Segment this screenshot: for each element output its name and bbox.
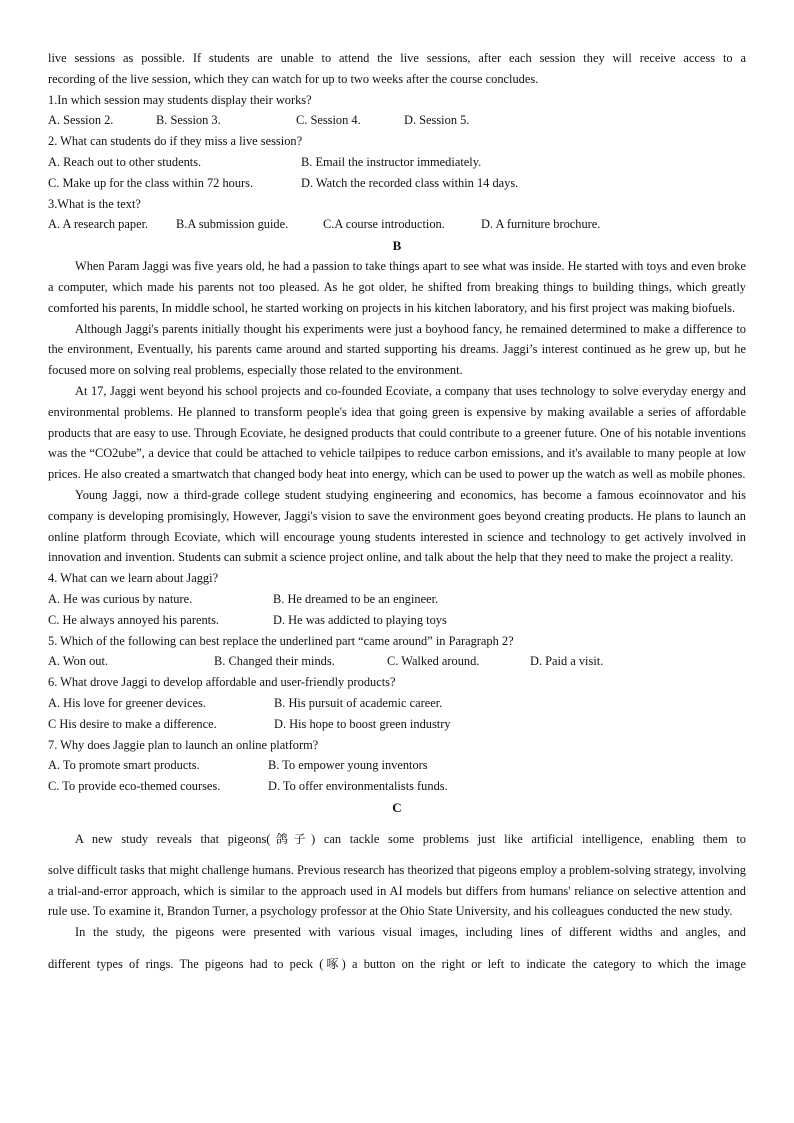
q5-option-b: B. Changed their minds.	[214, 654, 335, 669]
q6-option-c: C His desire to make a difference.	[48, 716, 217, 731]
exam-page	[48, 48, 746, 985]
section-c-p2-line1: In the study, the pigeons were presented with various visual images, including lines of different widths and angles, and	[75, 925, 746, 940]
q2-option-d: D. Watch the recorded class within 14 days.	[301, 175, 519, 190]
section-b-heading: B	[392, 238, 402, 254]
chinese-gloss-peck: 啄	[323, 957, 342, 972]
section-b-paragraph-3: At 17, Jaggi went beyond his school projects and co-founded Ecoviate, a company that uses technology to solve everyday energy and environmental problems. He planned to transform people's idea that going green is expensive by making available a series of affordable products that are easy to use. Through Ecoviate, he designed products that could contribute to a greener future. One of his notable inventions was the “CO2ube”, a device that could be attached to vehicle tailpipes to reduce carbon emissions, and it's available to many people at low prices. He also created a smartwatch that changed body heat into energy, which can be used to power up the watch as well as mobile phones.	[48, 383, 746, 482]
question-5: 5. Which of the following can best replace the underlined part “came around” in Paragraph 2?	[48, 633, 514, 648]
question-6: 6. What drove Jaggi to develop affordable and user-friendly products?	[48, 675, 396, 690]
question-2: 2. What can students do if they miss a live session?	[48, 134, 303, 149]
q4-option-b: B. He dreamed to be an engineer.	[273, 591, 439, 606]
question-5-options	[48, 651, 746, 672]
q1-option-b: B. Session 3.	[156, 113, 221, 128]
section-c-p2-line2	[48, 943, 746, 985]
question-4: 4. What can we learn about Jaggi?	[48, 571, 219, 586]
q4-option-c: C. He always annoyed his parents.	[48, 612, 220, 627]
q1-option-a: A. Session 2.	[48, 113, 114, 128]
question-4-options-row2	[48, 610, 746, 631]
q2-option-a: A. Reach out to other students.	[48, 154, 202, 169]
question-7-options-row1	[48, 755, 746, 776]
q3-option-c: C.A course introduction.	[323, 217, 445, 232]
question-6-options-row1	[48, 693, 746, 714]
section-b-paragraph-2: Although Jaggi's parents initially thought his experiments were just a boyhood fancy, he remained determined to make a difference to the environment, Eventually, his parents came around and started supporting his dreams. Jaggi’s interest continued as he grew up, but he focused more on solving real problems, especially those related to the environment.	[48, 321, 746, 378]
question-1-options	[48, 110, 746, 131]
intro-line-1: live sessions as possible. If students are unable to attend the live sessions, after each session they will receive access to a	[48, 51, 746, 65]
section-b-paragraph-1: When Param Jaggi was five years old, he had a passion to take things apart to see what was inside. He started with toys and even broke a computer, which made his parents not too pleased. As he got older, he shifted from breaking things to building things, which greatly comforted his parents, In middle school, he started working on projects in his kitchen laboratory, and his first project was making biofuels.	[48, 259, 746, 315]
section-c-p2-text-b: ) a button on the right or left to indicate the category to which the image	[341, 957, 746, 972]
q6-option-d: D. His hope to boost green industry	[274, 716, 451, 731]
section-c-heading: C	[392, 799, 402, 815]
q1-option-c: C. Session 4.	[296, 113, 361, 128]
section-c-p1-line1	[48, 818, 746, 860]
section-c-p1-text-b: ) can tackle some problems just like artificial intelligence, enabling them to	[311, 831, 746, 846]
question-2-options-row1	[48, 152, 746, 173]
question-7-options-row2	[48, 776, 746, 797]
question-6-options-row2	[48, 714, 746, 735]
q3-option-a: A. A research paper.	[48, 217, 149, 232]
question-2-options-row2	[48, 173, 746, 194]
section-c-paragraph-1-rest: solve difficult tasks that might challenge humans. Previous research has theorized that pigeons employ a problem-solving strategy, involving a trial-and-error approach, which is similar to the approach used in AI models but differs from humans' reliance on selective attention and rule use. To examine it, Brandon Turner, a psychology professor at the Ohio State University, and his colleagues conducted the new study.	[48, 862, 746, 919]
q2-option-b: B. Email the instructor immediately.	[301, 154, 482, 169]
q7-option-a: A. To promote smart products.	[48, 758, 200, 773]
section-c-p2-text-a: different types of rings. The pigeons had to peck (	[48, 957, 324, 972]
q7-option-c: C. To provide eco-themed courses.	[48, 779, 221, 794]
intro-line-2: recording of the live session, which they can watch for up to two weeks after the course concludes.	[48, 71, 539, 86]
q7-option-d: D. To offer environmentalists funds.	[268, 779, 448, 794]
q4-option-d: D. He was addicted to playing toys	[273, 612, 447, 627]
section-b-paragraph-4: Young Jaggi, now a third-grade college student studying engineering and economics, has become a famous ecoinnovator and his company is developing promisingly, However, Jaggi's vision to save the environment goes beyond creating products. He plans to launch an online platform through Ecoviate, which will encourage young students interested in science and technology to get actively involved in innovation and invention. Students can submit a science project online, and talk about the help that they need to make the project a reality.	[48, 487, 746, 565]
q4-option-a: A. He was curious by nature.	[48, 591, 193, 606]
q5-option-d: D. Paid a visit.	[530, 654, 604, 669]
section-c-p1-text-a: A new study reveals that pigeons(	[75, 831, 271, 846]
q3-option-b: B.A submission guide.	[176, 217, 289, 232]
chinese-gloss-pigeons: 鸽子	[270, 831, 312, 846]
q5-option-c: C. Walked around.	[387, 654, 480, 669]
q7-option-b: B. To empower young inventors	[268, 758, 428, 773]
question-1: 1.In which session may students display their works?	[48, 92, 312, 107]
q5-option-a: A. Won out.	[48, 654, 109, 669]
question-3: 3.What is the text?	[48, 196, 141, 211]
q2-option-c: C. Make up for the class within 72 hours.	[48, 175, 254, 190]
question-4-options-row1	[48, 589, 746, 610]
q3-option-d: D. A furniture brochure.	[481, 217, 601, 232]
q1-option-d: D. Session 5.	[404, 113, 470, 128]
question-3-options	[48, 214, 746, 235]
question-7: 7. Why does Jaggie plan to launch an online platform?	[48, 737, 319, 752]
q6-option-a: A. His love for greener devices.	[48, 695, 206, 710]
q6-option-b: B. His pursuit of academic career.	[274, 695, 443, 710]
